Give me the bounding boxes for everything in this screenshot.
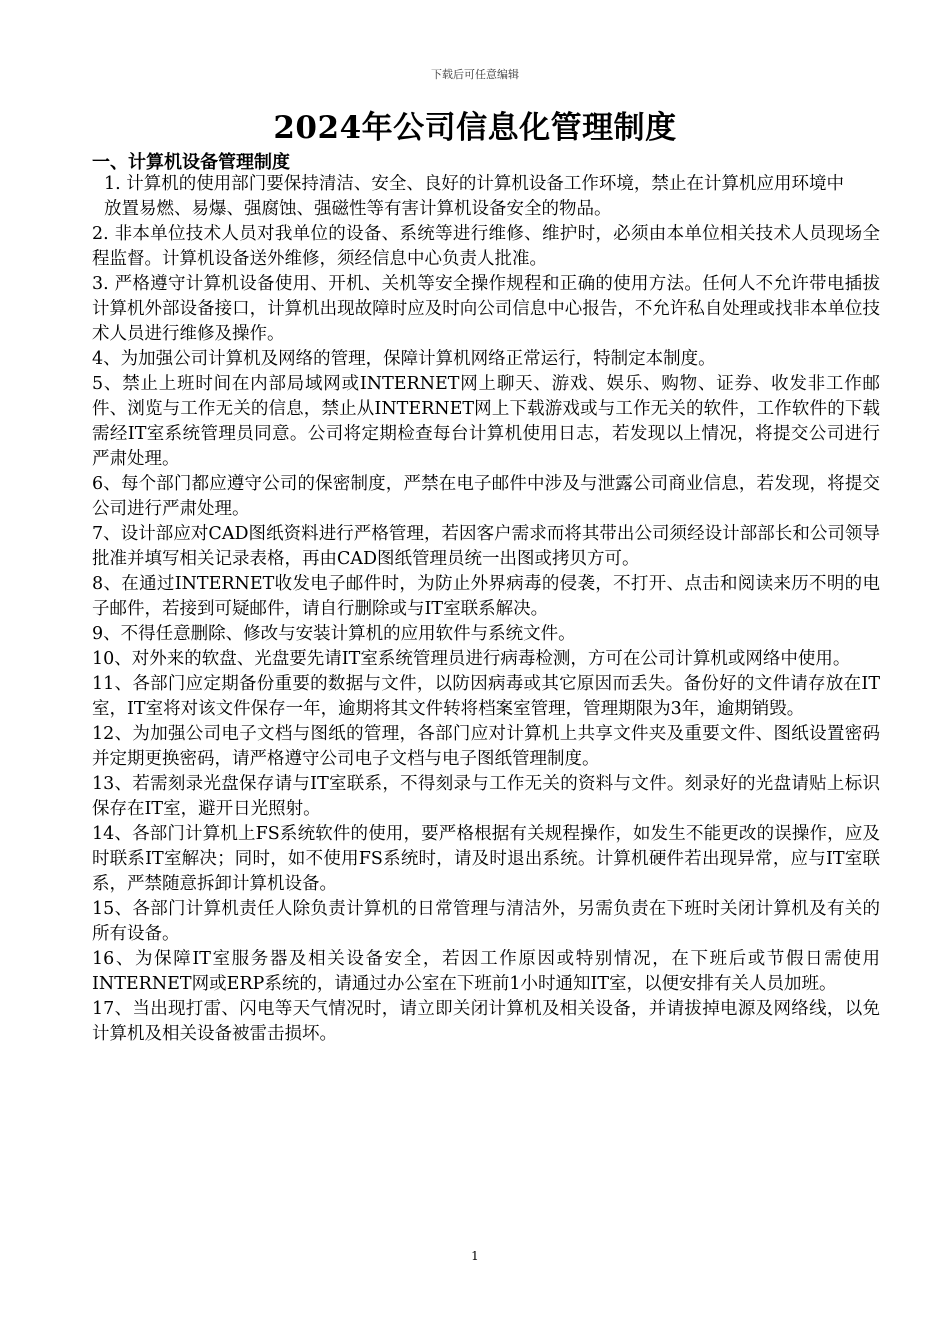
paragraph-13: 13、若需刻录光盘保存请与IT室联系，不得刻录与工作无关的资料与文件。刻录好的光盘请贴上标识保存在IT室，避开日光照射。 (92, 774, 880, 819)
paragraph-5: 5、禁止上班时间在内部局域网或INTERNET网上聊天、游戏、娱乐、购物、证券、收发非工作邮件、浏览与工作无关的信息，禁止从INTERNET网上下载游戏或与工作无关的软件，工作软件的下载需经IT室系统管理员同意。公司将定期检查每台计算机使用日志，若发现以上情况，将提交公司进行严肃处理。 (92, 374, 880, 469)
paragraph-16: 16、为保障IT室服务器及相关设备安全，若因工作原因或特别情况，在下班后或节假日需使用INTERNET网或ERP系统的，请通过办公室在下班前1小时通知IT室，以便安排有关人员加班。 (92, 949, 880, 994)
paragraph-8: 8、在通过INTERNET收发电子邮件时，为防止外界病毒的侵袭，不打开、点击和阅读来历不明的电子邮件，若接到可疑邮件，请自行删除或与IT室联系解决。 (92, 574, 880, 619)
paragraph-6: 6、每个部门都应遵守公司的保密制度，严禁在电子邮件中涉及与泄露公司商业信息，若发现，将提交公司进行严肃处理。 (92, 474, 880, 519)
paragraph-11: 11、各部门应定期备份重要的数据与文件，以防因病毒或其它原因而丢失。备份好的文件请存放在IT室，IT室将对该文件保存一年，逾期将其文件转将档案室管理，管理期限为3年，逾期销毁。 (92, 674, 880, 719)
page-number: 1 (471, 1249, 479, 1263)
paragraph-3: 3. 严格遵守计算机设备使用、开机、关机等安全操作规程和正确的使用方法。任何人不允许带电插拔计算机外部设备接口，计算机出现故障时应及时向公司信息中心报告，不允许私自处理或找非本单位技术人员进行维修及操作。 (92, 274, 880, 344)
paragraph-12: 12、为加强公司电子文档与图纸的管理，各部门应对计算机上共享文件夹及重要文件、图纸设置密码并定期更换密码，请严格遵守公司电子文档与电子图纸管理制度。 (92, 724, 880, 769)
section-body (92, 172, 880, 1047)
paragraph-7: 7、设计部应对CAD图纸资料进行严格管理，若因客户需求而将其带出公司须经设计部部长和公司领导批准并填写相关记录表格，再由CAD图纸管理员统一出图或拷贝方可。 (92, 524, 880, 569)
document-title: 2024年公司信息化管理制度 (273, 110, 677, 146)
header-note: 下载后可任意编辑 (431, 68, 519, 81)
paragraph-15: 15、各部门计算机责任人除负责计算机的日常管理与清洁外，另需负责在下班时关闭计算机及有关的所有设备。 (92, 899, 880, 944)
paragraph-9: 9、不得任意删除、修改与安装计算机的应用软件与系统文件。 (92, 624, 576, 644)
paragraph-17: 17、当出现打雷、闪电等天气情况时，请立即关闭计算机及相关设备，并请拔掉电源及网络线，以免计算机及相关设备被雷击损坏。 (92, 999, 880, 1044)
paragraph-2: 2. 非本单位技术人员对我单位的设备、系统等进行维修、维护时，必须由本单位相关技术人员现场全程监督。计算机设备送外维修，须经信息中心负责人批准。 (92, 224, 880, 269)
section-heading: 一、计算机设备管理制度 (92, 152, 290, 173)
paragraph-4: 4、为加强公司计算机及网络的管理，保障计算机网络正常运行，特制定本制度。 (92, 349, 716, 369)
paragraph-1: 1. 计算机的使用部门要保持清洁、安全、良好的计算机设备工作环境，禁止在计算机应用环境中放置易燃、易爆、强腐蚀、强磁性等有害计算机设备安全的物品。 (104, 174, 844, 219)
paragraph-10: 10、对外来的软盘、光盘要先请IT室系统管理员进行病毒检测，方可在公司计算机或网络中使用。 (92, 649, 851, 669)
paragraph-14: 14、各部门计算机上FS系统软件的使用，要严格根据有关规程操作，如发生不能更改的误操作，应及时联系IT室解决；同时，如不使用FS系统时，请及时退出系统。计算机硬件若出现异常，应与IT室联系，严禁随意拆卸计算机设备。 (92, 824, 880, 894)
